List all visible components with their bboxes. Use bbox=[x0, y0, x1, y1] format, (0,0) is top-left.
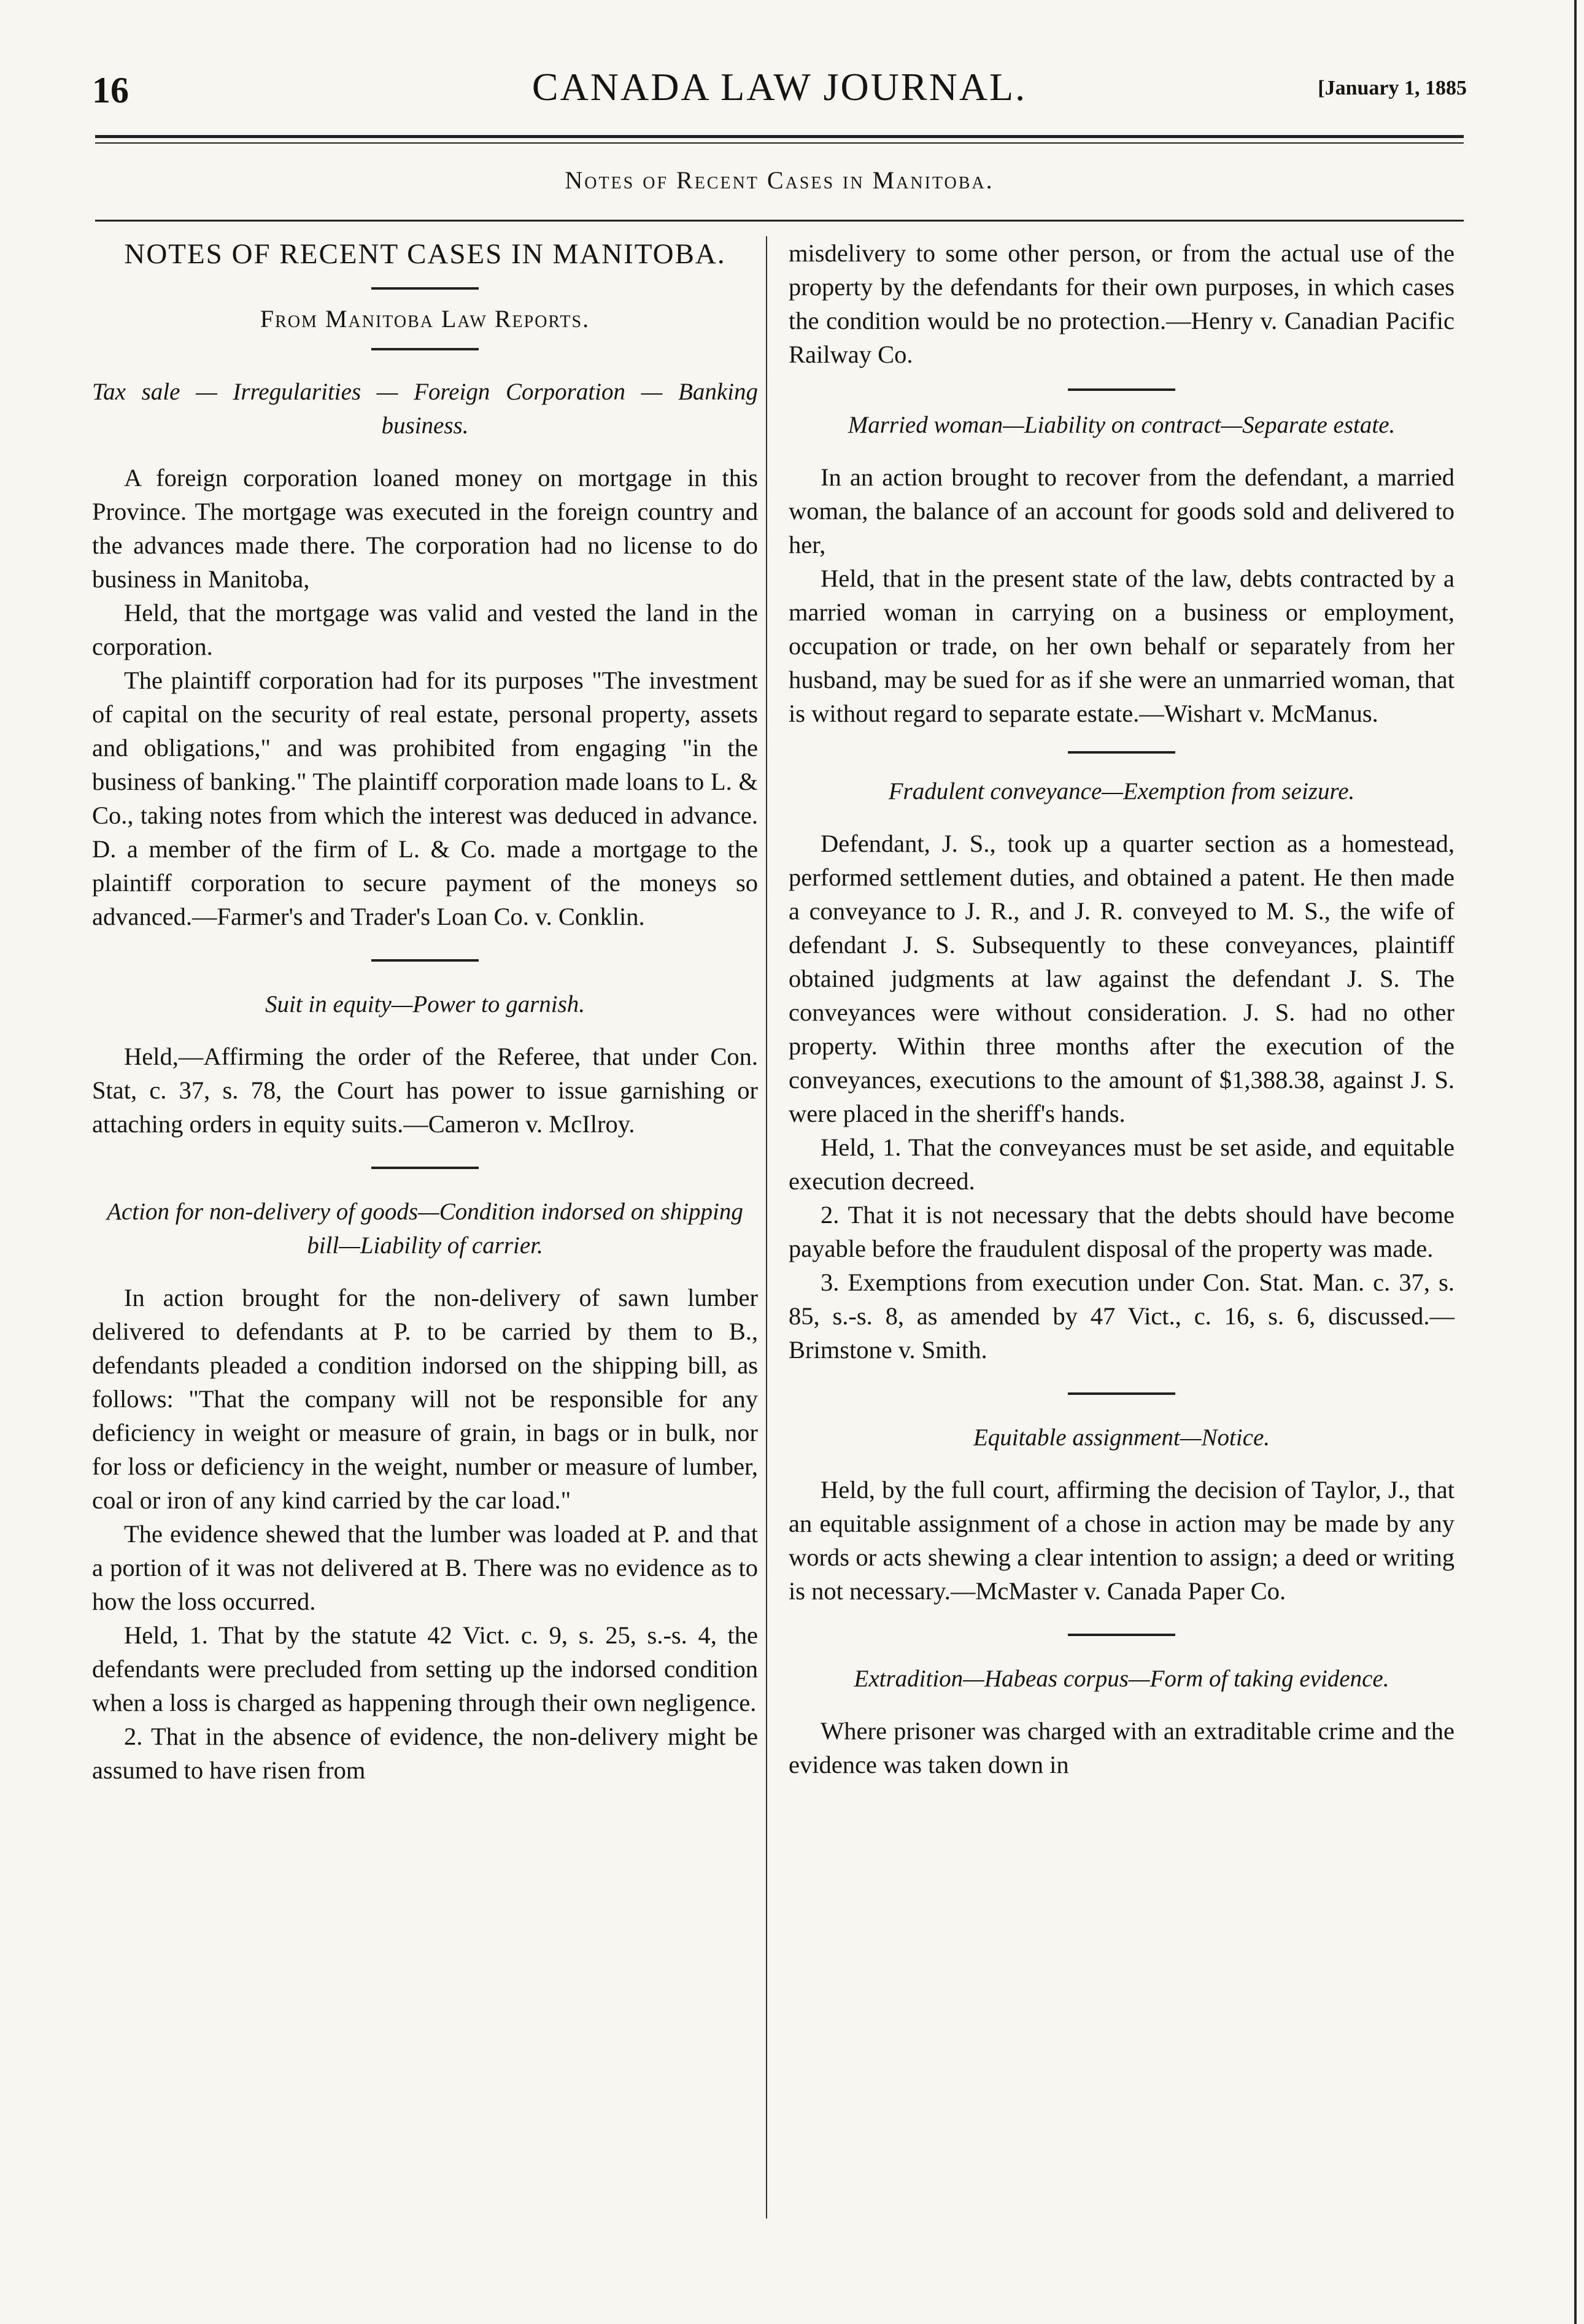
case-paragraph: In action brought for the non-delivery of sawn lumber delivered to defendants at P. to be carried by them to B., defendants pleaded a condition indorsed on the shipping bill, as follows: "That the company will not be responsible for any deficiency in weight or measure of grain, in bags or in bulk, nor for loss or deficiency in the weight, number or measure of lumber, coal or iron of any kind carried by the car load." bbox=[92, 1284, 758, 1514]
divider-rule bbox=[371, 287, 479, 290]
case-paragraph: 2. That in the absence of evidence, the non-delivery might be assumed to have risen from bbox=[92, 1723, 758, 1784]
divider-rule bbox=[1068, 388, 1175, 391]
article-title: NOTES OF RECENT CASES IN MANITOBA. bbox=[124, 238, 726, 270]
case-paragraph: Where prisoner was charged with an extraditable crime and the evidence was taken down in bbox=[789, 1717, 1455, 1778]
source-subheading: From Manitoba Law Reports. bbox=[260, 305, 590, 333]
case-paragraph: The plaintiff corporation had for its purposes "The investment of capital on the security of real estate, personal property, assets and obligations," and was prohibited from engaging "in the business of banking." The plaintiff corporation made loans to L. & Co., taking notes from which the interest was deduced in advance. D. a member of the firm of L. & Co. made a mortgage to the plaintiff corporation to secure payment of the moneys so advanced.—Farmer's and Trader's Loan Co. v. Conklin. bbox=[92, 666, 758, 930]
divider-rule bbox=[371, 959, 479, 962]
divider-rule bbox=[1068, 1392, 1175, 1395]
column-divider bbox=[766, 236, 767, 2218]
case-paragraph: Held, 1. That the conveyances must be set aside, and equitable execution decreed. bbox=[789, 1133, 1455, 1195]
page-number: 16 bbox=[92, 70, 129, 110]
case-heading: Extradition—Habeas corpus—Form of taking evidence. bbox=[854, 1666, 1389, 1692]
page-edge-shadow bbox=[1574, 0, 1577, 2324]
issue-date: [January 1, 1885 bbox=[1318, 77, 1467, 99]
case-heading: Suit in equity—Power to garnish. bbox=[265, 991, 585, 1017]
case-paragraph: Held, 1. That by the statute 42 Vict. c. 9, s. 25, s.-s. 4, the defendants were precluded from setting up the indorsed condition when a loss is charged as happening through their own negligence. bbox=[92, 1621, 758, 1716]
case-paragraph: 3. Exemptions from execution under Con. Stat. Man. c. 37, s. 85, s.-s. 8, as amended by 47 Vict., c. 16, s. 6, discussed.—Brimstone v. Smith. bbox=[789, 1268, 1455, 1364]
left-column bbox=[92, 236, 758, 1787]
divider-rule bbox=[1068, 1634, 1175, 1636]
case-paragraph: Held, by the full court, affirming the decision of Taylor, J., that an equitable assignment of a chose in action may be made by any words or acts shewing a clear intention to assign; a deed or writing is not necessary.—McMaster v. Canada Paper Co. bbox=[789, 1476, 1455, 1605]
running-head bbox=[92, 64, 1467, 120]
divider-rule bbox=[371, 1167, 479, 1169]
case-paragraph: Held, that in the present state of the law, debts contracted by a married woman in carrying on a business or employment, occupation or trade, on her own behalf or separately from her husband, may be sued for as if she were an unmarried woman, that is without regard to separate estate.—Wishart v. McManus. bbox=[789, 565, 1455, 727]
journal-title: CANADA LAW JOURNAL. bbox=[531, 65, 1027, 109]
header-rule-thin bbox=[95, 142, 1464, 144]
header-rule-thick bbox=[95, 135, 1464, 138]
case-paragraph: A foreign corporation loaned money on mortgage in this Province. The mortgage was executed in the foreign country and the advances made there. The corporation had no license to do business in Manitoba, bbox=[92, 464, 758, 593]
case-paragraph: The evidence shewed that the lumber was loaded at P. and that a portion of it was not delivered at B. There was no evidence as to how the loss occurred. bbox=[92, 1520, 758, 1615]
section-running-title: Notes of Recent Cases in Manitoba. bbox=[565, 166, 994, 194]
right-column bbox=[789, 236, 1455, 1782]
case-paragraph: Held,—Affirming the order of the Referee, that under Con. Stat, c. 37, s. 78, the Court has power to issue garnishing or attaching orders in equity suits.—Cameron v. McIlroy. bbox=[92, 1043, 758, 1138]
case-paragraph: Defendant, J. S., took up a quarter section as a homestead, performed settlement duties, and obtained a patent. He then made a conveyance to J. R., and J. R. conveyed to M. S., the wife of defendant J. S. Subsequently to these conveyances, plaintiff obtained judgments at law against the defendant J. S. The conveyances were without consideration. J. S. had no other property. Within three months after the execution of the conveyances, executions to the amount of $1,388.38, against J. S. were placed in the sheriff's hands. bbox=[789, 830, 1455, 1127]
case-paragraph: In an action brought to recover from the defendant, a married woman, the balance of an account for goods sold and delivered to her, bbox=[789, 463, 1455, 558]
case-heading: Action for non-delivery of goods—Condition indorsed on shipping bill—Liability of carrier. bbox=[107, 1199, 743, 1259]
case-heading: Tax sale — Irregularities — Foreign Corporation — Banking business. bbox=[92, 379, 758, 439]
divider-rule bbox=[371, 348, 479, 350]
case-heading: Fradulent conveyance—Exemption from seizure. bbox=[888, 778, 1355, 805]
case-paragraph: 2. That it is not necessary that the debts should have become payable before the fraudulent disposal of the property was made. bbox=[789, 1201, 1455, 1262]
case-heading: Equitable assignment—Notice. bbox=[973, 1424, 1270, 1451]
section-rule bbox=[95, 220, 1464, 222]
case-heading: Married woman—Liability on contract—Separate estate. bbox=[848, 412, 1396, 438]
case-paragraph: Held, that the mortgage was valid and vested the land in the corporation. bbox=[92, 599, 758, 660]
case-paragraph-continued: misdelivery to some other person, or from the actual use of the property by the defendants for their own purposes, in which cases the condition would be no protection.—Henry v. Canadian Pacific Railway Co. bbox=[789, 239, 1455, 368]
divider-rule bbox=[1068, 751, 1175, 754]
